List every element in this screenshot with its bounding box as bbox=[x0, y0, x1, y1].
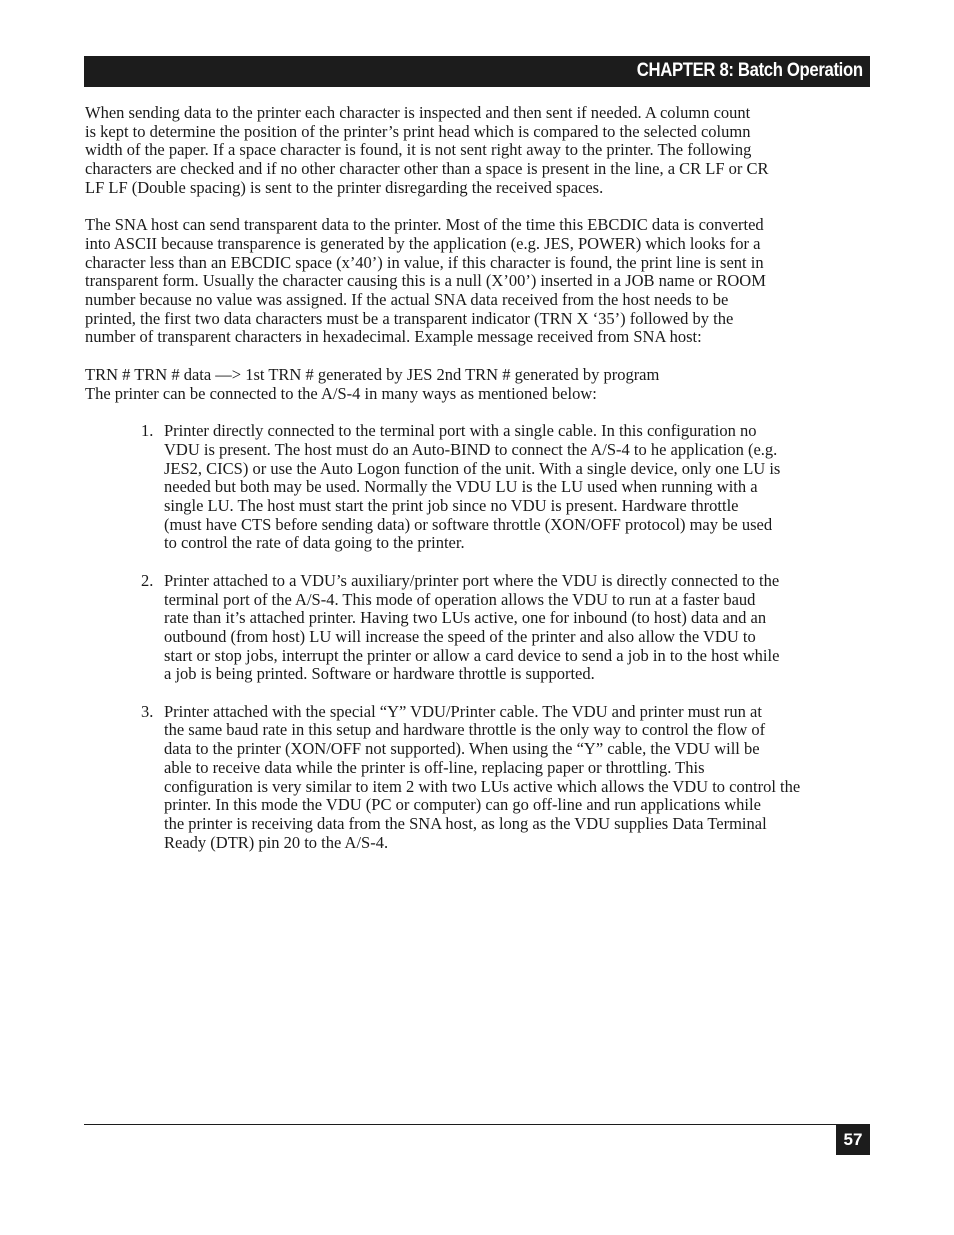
chapter-title: CHAPTER 8: Batch Operation bbox=[637, 60, 863, 81]
footer-rule bbox=[84, 1124, 870, 1125]
text-line: the printer is receiving data from the SNA host, as long as the VDU supplies Data Terminal bbox=[164, 813, 767, 833]
text-line: characters are checked and if no other character other than a space is present in the line, a CR LF or CR bbox=[85, 159, 769, 179]
text-line: printer. In this mode the VDU (PC or computer) can go off-line and run applications while bbox=[164, 795, 761, 815]
paragraph-column-count bbox=[85, 104, 869, 198]
text-line: terminal port of the A/S-4. This mode of operation allows the VDU to run at a faster baud bbox=[164, 589, 756, 609]
text-line: JES2, CICS) or use the Auto Logon function of the unit. With a single device, only one LU is bbox=[164, 458, 781, 478]
example-message: TRN # TRN # data —> 1st TRN # generated by JES 2nd TRN # generated by program bbox=[85, 364, 660, 384]
page-number: 57 bbox=[836, 1125, 870, 1155]
page-content bbox=[85, 104, 869, 871]
text-line: transparent form. Usually the character causing this is a null (X’00’) inserted in a JOB name or ROOM bbox=[85, 271, 766, 291]
intro-line: The printer can be connected to the A/S-4 in many ways as mentioned below: bbox=[85, 383, 597, 403]
text-line: LF LF (Double spacing) is sent to the printer disregarding the received spaces. bbox=[85, 177, 604, 197]
list-item bbox=[85, 572, 869, 684]
text-line: character less than an EBCDIC space (x’40’) in value, if this character is found, the print line is sent in bbox=[85, 252, 764, 272]
text-line: single LU. The host must start the print job since no VDU is present. Hardware throttle bbox=[164, 496, 739, 516]
list-item bbox=[85, 703, 869, 853]
text-line: start or stop jobs, interrupt the printer or allow a card device to send a job in to the host while bbox=[164, 645, 780, 665]
list-item bbox=[85, 422, 869, 553]
text-line: rate than it’s attached printer. Having two LUs active, one for inbound (to host) data and an bbox=[164, 608, 767, 628]
list-item-number: 3. bbox=[141, 701, 154, 721]
text-line: VDU is present. The host must do an Auto-BIND to connect the A/S-4 to he application (e.g. bbox=[164, 439, 778, 459]
text-line: When sending data to the printer each character is inspected and then sent if needed. A column count bbox=[85, 103, 751, 122]
list-item-number: 2. bbox=[141, 570, 154, 590]
example-block bbox=[85, 366, 869, 403]
text-line: a job is being printed. Software or hardware throttle is supported. bbox=[164, 664, 595, 684]
text-line: able to receive data while the printer is off-line, replacing paper or throttling. This bbox=[164, 757, 705, 777]
text-line: the same baud rate in this setup and hardware throttle is the only way to control the flow of bbox=[164, 720, 766, 740]
text-line: to control the rate of data going to the printer. bbox=[164, 533, 465, 553]
text-line: printed, the first two data characters must be a transparent indicator (TRN X ‘35’) followed by the bbox=[85, 308, 734, 328]
text-line: width of the paper. If a space character is found, it is not sent right away to the printer. The following bbox=[85, 140, 752, 160]
text-line: number of transparent characters in hexadecimal. Example message received from SNA host: bbox=[85, 327, 702, 347]
text-line: The SNA host can send transparent data to the printer. Most of the time this EBCDIC data is converted bbox=[85, 215, 764, 235]
text-line: data to the printer (XON/OFF not supported). When using the “Y” cable, the VDU will be bbox=[164, 739, 760, 759]
paragraph-transparent-data bbox=[85, 216, 869, 347]
text-line: Ready (DTR) pin 20 to the A/S-4. bbox=[164, 832, 389, 852]
text-line: (must have CTS before sending data) or software throttle (XON/OFF protocol) may be used bbox=[164, 514, 773, 534]
text-line: configuration is very similar to item 2 with two LUs active which allows the VDU to control the bbox=[164, 776, 801, 796]
text-line: is kept to determine the position of the printer’s print head which is compared to the selected column bbox=[85, 121, 751, 141]
text-line: needed but both may be used. Normally the VDU LU is the LU used when running with a bbox=[164, 477, 758, 497]
text-line: Printer directly connected to the terminal port with a single cable. In this configuration no bbox=[164, 421, 757, 441]
list-item-number: 1. bbox=[141, 421, 154, 441]
text-line: Printer attached to a VDU’s auxiliary/printer port where the VDU is directly connected to the bbox=[164, 570, 780, 590]
text-line: into ASCII because transparence is generated by the application (e.g. JES, POWER) which looks for a bbox=[85, 233, 761, 253]
text-line: Printer attached with the special “Y” VDU/Printer cable. The VDU and printer must run at bbox=[164, 701, 762, 721]
text-line: number because no value was assigned. If the actual SNA data received from the host needs to be bbox=[85, 290, 729, 310]
connection-options-list bbox=[85, 422, 869, 852]
text-line: outbound (from host) LU will increase the speed of the printer and also allow the VDU to bbox=[164, 626, 756, 646]
chapter-header-bar bbox=[84, 56, 870, 87]
